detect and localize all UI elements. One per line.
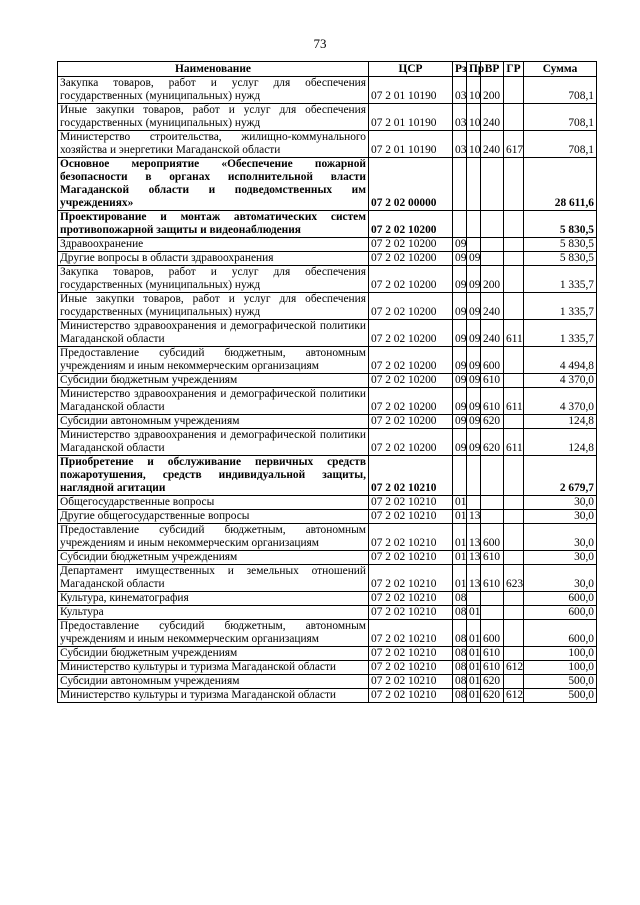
- table-row: [58, 647, 597, 661]
- row-name: Субсидии автономным учреждениям: [58, 415, 369, 429]
- row-csr: 07 2 02 10210: [369, 606, 453, 620]
- row-sum: 5 830,5: [524, 238, 597, 252]
- row-pr: 09: [467, 388, 481, 415]
- row-sum: 124,8: [524, 429, 597, 456]
- table-row: [58, 620, 597, 647]
- row-csr: 07 2 02 10210: [369, 496, 453, 510]
- page-number: 73: [313, 36, 327, 51]
- row-name: Министерство здравоохранения и демографической политики Магаданской области: [58, 429, 369, 456]
- row-pr: [467, 211, 481, 238]
- row-vr: 620: [481, 429, 504, 456]
- table-row: [58, 293, 597, 320]
- row-vr: 620: [481, 415, 504, 429]
- row-vr: 240: [481, 293, 504, 320]
- row-gr: [504, 592, 524, 606]
- row-sum: 1 335,7: [524, 293, 597, 320]
- row-sum: 4 494,8: [524, 347, 597, 374]
- row-rz: 09: [453, 293, 467, 320]
- header-gr: ГР: [504, 62, 524, 77]
- row-gr: [504, 606, 524, 620]
- row-sum: 600,0: [524, 592, 597, 606]
- row-gr: [504, 211, 524, 238]
- row-csr: 07 2 02 10210: [369, 565, 453, 592]
- row-name: Министерство строительства, жилищно-коммунального хозяйства и энергетики Магаданской области: [58, 131, 369, 158]
- row-vr: 240: [481, 131, 504, 158]
- row-pr: 09: [467, 429, 481, 456]
- row-gr: [504, 456, 524, 496]
- row-sum: 30,0: [524, 565, 597, 592]
- table-row: [58, 429, 597, 456]
- row-name: Культура: [58, 606, 369, 620]
- row-name: Иные закупки товаров, работ и услуг для обеспечения государственных (муниципальных) нужд: [58, 104, 369, 131]
- row-rz: 08: [453, 661, 467, 675]
- row-pr: 09: [467, 347, 481, 374]
- table-row: [58, 77, 597, 104]
- row-vr: 200: [481, 77, 504, 104]
- row-sum: 500,0: [524, 689, 597, 703]
- row-sum: 100,0: [524, 647, 597, 661]
- row-name: Общегосударственные вопросы: [58, 496, 369, 510]
- table-row: [58, 347, 597, 374]
- row-gr: [504, 77, 524, 104]
- row-csr: 07 2 02 10200: [369, 252, 453, 266]
- table-row: [58, 510, 597, 524]
- row-rz: 01: [453, 565, 467, 592]
- row-gr: [504, 293, 524, 320]
- row-rz: 01: [453, 524, 467, 551]
- row-vr: 200: [481, 266, 504, 293]
- row-csr: 07 2 02 10210: [369, 456, 453, 496]
- row-name: Проектирование и монтаж автоматических систем противопожарной защиты и видеонаблюдения: [58, 211, 369, 238]
- row-rz: 09: [453, 388, 467, 415]
- row-pr: 09: [467, 374, 481, 388]
- row-name: Другие вопросы в области здравоохранения: [58, 252, 369, 266]
- row-gr: [504, 415, 524, 429]
- row-pr: 09: [467, 266, 481, 293]
- row-gr: 612: [504, 661, 524, 675]
- row-name: Субсидии автономным учреждениям: [58, 675, 369, 689]
- row-pr: 13: [467, 551, 481, 565]
- row-pr: 10: [467, 104, 481, 131]
- row-sum: 708,1: [524, 77, 597, 104]
- row-pr: 01: [467, 606, 481, 620]
- row-vr: [481, 252, 504, 266]
- row-pr: 01: [467, 689, 481, 703]
- row-name: Предоставление субсидий бюджетным, автономным учреждениям и иным некоммерческим организациям: [58, 524, 369, 551]
- row-vr: 620: [481, 675, 504, 689]
- row-rz: 09: [453, 347, 467, 374]
- row-vr: 600: [481, 620, 504, 647]
- row-vr: [481, 238, 504, 252]
- row-vr: [481, 211, 504, 238]
- row-gr: 611: [504, 429, 524, 456]
- row-pr: [467, 496, 481, 510]
- row-rz: 08: [453, 647, 467, 661]
- row-name: Субсидии бюджетным учреждениям: [58, 551, 369, 565]
- row-vr: 610: [481, 565, 504, 592]
- row-csr: 07 2 02 00000: [369, 158, 453, 211]
- row-pr: 10: [467, 77, 481, 104]
- table-row: [58, 211, 597, 238]
- row-sum: 1 335,7: [524, 320, 597, 347]
- row-vr: [481, 158, 504, 211]
- row-gr: [504, 675, 524, 689]
- row-pr: 13: [467, 565, 481, 592]
- row-rz: 03: [453, 77, 467, 104]
- header-rz: Рз: [453, 62, 467, 77]
- row-csr: 07 2 02 10210: [369, 551, 453, 565]
- row-vr: 240: [481, 104, 504, 131]
- row-name: Департамент имущественных и земельных отношений Магаданской области: [58, 565, 369, 592]
- table-row: [58, 661, 597, 675]
- row-name: Министерство здравоохранения и демографической политики Магаданской области: [58, 320, 369, 347]
- row-name: Предоставление субсидий бюджетным, автономным учреждениям и иным некоммерческим организациям: [58, 347, 369, 374]
- row-vr: [481, 510, 504, 524]
- row-gr: [504, 347, 524, 374]
- row-pr: 13: [467, 510, 481, 524]
- row-rz: 08: [453, 620, 467, 647]
- row-gr: [504, 252, 524, 266]
- header-csr: ЦСР: [369, 62, 453, 77]
- row-sum: 4 370,0: [524, 388, 597, 415]
- row-pr: [467, 592, 481, 606]
- table-row: [58, 456, 597, 496]
- row-pr: [467, 238, 481, 252]
- header-sum: Сумма: [524, 62, 597, 77]
- row-sum: 4 370,0: [524, 374, 597, 388]
- row-vr: 610: [481, 388, 504, 415]
- row-csr: 07 2 02 10200: [369, 429, 453, 456]
- row-vr: [481, 592, 504, 606]
- header-name: Наименование: [58, 62, 369, 77]
- row-pr: 01: [467, 675, 481, 689]
- row-rz: 03: [453, 104, 467, 131]
- row-gr: [504, 524, 524, 551]
- table-row: [58, 551, 597, 565]
- row-name: Субсидии бюджетным учреждениям: [58, 374, 369, 388]
- table-row: [58, 104, 597, 131]
- row-gr: 611: [504, 388, 524, 415]
- row-sum: 30,0: [524, 510, 597, 524]
- table-row: [58, 252, 597, 266]
- row-csr: 07 2 02 10210: [369, 661, 453, 675]
- row-rz: 08: [453, 675, 467, 689]
- table-row: [58, 496, 597, 510]
- budget-table: [57, 61, 597, 703]
- row-rz: 09: [453, 429, 467, 456]
- row-rz: 01: [453, 496, 467, 510]
- row-vr: [481, 496, 504, 510]
- row-name: Министерство здравоохранения и демографической политики Магаданской области: [58, 388, 369, 415]
- row-name: Другие общегосударственные вопросы: [58, 510, 369, 524]
- header-vr: ВР: [481, 62, 504, 77]
- row-rz: 08: [453, 689, 467, 703]
- table-row: [58, 675, 597, 689]
- table-row: [58, 131, 597, 158]
- row-csr: 07 2 02 10210: [369, 689, 453, 703]
- row-csr: 07 2 02 10210: [369, 524, 453, 551]
- row-pr: [467, 158, 481, 211]
- header-pr: Пр: [467, 62, 481, 77]
- row-name: Предоставление субсидий бюджетным, автономным учреждениям и иным некоммерческим организациям: [58, 620, 369, 647]
- row-vr: 600: [481, 347, 504, 374]
- table-row: [58, 689, 597, 703]
- row-sum: 600,0: [524, 620, 597, 647]
- row-rz: 09: [453, 252, 467, 266]
- row-csr: 07 2 02 10200: [369, 374, 453, 388]
- row-pr: 01: [467, 647, 481, 661]
- row-csr: 07 2 02 10200: [369, 320, 453, 347]
- row-csr: 07 2 02 10200: [369, 415, 453, 429]
- row-gr: [504, 620, 524, 647]
- row-name: Министерство культуры и туризма Магаданской области: [58, 689, 369, 703]
- row-gr: [504, 104, 524, 131]
- row-vr: [481, 456, 504, 496]
- row-pr: 13: [467, 524, 481, 551]
- table-row: [58, 524, 597, 551]
- row-sum: 1 335,7: [524, 266, 597, 293]
- row-sum: 100,0: [524, 661, 597, 675]
- row-csr: 07 2 02 10200: [369, 211, 453, 238]
- row-sum: 124,8: [524, 415, 597, 429]
- row-pr: 09: [467, 415, 481, 429]
- row-sum: 5 830,5: [524, 211, 597, 238]
- row-pr: 09: [467, 252, 481, 266]
- row-rz: 09: [453, 415, 467, 429]
- row-rz: 01: [453, 510, 467, 524]
- row-sum: 30,0: [524, 551, 597, 565]
- row-sum: 708,1: [524, 131, 597, 158]
- row-rz: 08: [453, 606, 467, 620]
- table-row: [58, 238, 597, 252]
- row-csr: 07 2 01 10190: [369, 131, 453, 158]
- row-sum: 500,0: [524, 675, 597, 689]
- row-csr: 07 2 01 10190: [369, 104, 453, 131]
- row-gr: [504, 158, 524, 211]
- table-row: [58, 415, 597, 429]
- row-sum: 5 830,5: [524, 252, 597, 266]
- row-name: Иные закупки товаров, работ и услуг для обеспечения государственных (муниципальных) нужд: [58, 293, 369, 320]
- row-name: Закупка товаров, работ и услуг для обеспечения государственных (муниципальных) нужд: [58, 77, 369, 104]
- row-gr: 611: [504, 320, 524, 347]
- row-rz: [453, 456, 467, 496]
- row-pr: 01: [467, 620, 481, 647]
- row-sum: 600,0: [524, 606, 597, 620]
- row-csr: 07 2 02 10210: [369, 510, 453, 524]
- row-sum: 708,1: [524, 104, 597, 131]
- row-csr: 07 2 02 10210: [369, 647, 453, 661]
- row-rz: [453, 158, 467, 211]
- row-rz: 01: [453, 551, 467, 565]
- row-gr: [504, 238, 524, 252]
- row-gr: [504, 510, 524, 524]
- row-vr: 620: [481, 689, 504, 703]
- row-pr: 01: [467, 661, 481, 675]
- row-rz: 03: [453, 131, 467, 158]
- row-sum: 30,0: [524, 524, 597, 551]
- row-name: Культура, кинематография: [58, 592, 369, 606]
- row-pr: 09: [467, 293, 481, 320]
- row-pr: 10: [467, 131, 481, 158]
- table-header-row: [58, 62, 597, 77]
- row-vr: 240: [481, 320, 504, 347]
- row-rz: [453, 211, 467, 238]
- row-gr: [504, 551, 524, 565]
- row-csr: 07 2 02 10210: [369, 592, 453, 606]
- row-csr: 07 2 02 10200: [369, 388, 453, 415]
- row-vr: [481, 606, 504, 620]
- row-gr: 612: [504, 689, 524, 703]
- row-rz: 09: [453, 238, 467, 252]
- table-body: [58, 77, 597, 703]
- row-sum: 2 679,7: [524, 456, 597, 496]
- row-name: Закупка товаров, работ и услуг для обеспечения государственных (муниципальных) нужд: [58, 266, 369, 293]
- row-vr: 600: [481, 524, 504, 551]
- row-name: Приобретение и обслуживание первичных средств пожаротушения, средств индивидуальной защиты, наглядной агитации: [58, 456, 369, 496]
- row-csr: 07 2 02 10200: [369, 266, 453, 293]
- row-sum: 30,0: [524, 496, 597, 510]
- row-gr: [504, 496, 524, 510]
- row-gr: 623: [504, 565, 524, 592]
- row-vr: 610: [481, 661, 504, 675]
- row-rz: 09: [453, 320, 467, 347]
- row-gr: [504, 374, 524, 388]
- row-gr: [504, 266, 524, 293]
- table-row: [58, 565, 597, 592]
- row-name: Здравоохранение: [58, 238, 369, 252]
- table-row: [58, 592, 597, 606]
- row-rz: 09: [453, 266, 467, 293]
- row-gr: [504, 647, 524, 661]
- table-row: [58, 606, 597, 620]
- table-row: [58, 266, 597, 293]
- row-gr: 617: [504, 131, 524, 158]
- row-name: Основное мероприятие «Обеспечение пожарной безопасности в органах исполнительной власти Магаданской области и подведомственных им учреждениях»: [58, 158, 369, 211]
- row-csr: 07 2 02 10210: [369, 675, 453, 689]
- table-row: [58, 388, 597, 415]
- row-pr: 09: [467, 320, 481, 347]
- row-name: Министерство культуры и туризма Магаданской области: [58, 661, 369, 675]
- row-csr: 07 2 01 10190: [369, 77, 453, 104]
- row-csr: 07 2 02 10210: [369, 620, 453, 647]
- row-pr: [467, 456, 481, 496]
- row-rz: 09: [453, 374, 467, 388]
- row-vr: 610: [481, 551, 504, 565]
- row-sum: 28 611,6: [524, 158, 597, 211]
- row-vr: 610: [481, 647, 504, 661]
- row-csr: 07 2 02 10200: [369, 238, 453, 252]
- row-vr: 610: [481, 374, 504, 388]
- row-rz: 08: [453, 592, 467, 606]
- row-csr: 07 2 02 10200: [369, 293, 453, 320]
- table-row: [58, 158, 597, 211]
- table-row: [58, 374, 597, 388]
- row-csr: 07 2 02 10200: [369, 347, 453, 374]
- row-name: Субсидии бюджетным учреждениям: [58, 647, 369, 661]
- table-row: [58, 320, 597, 347]
